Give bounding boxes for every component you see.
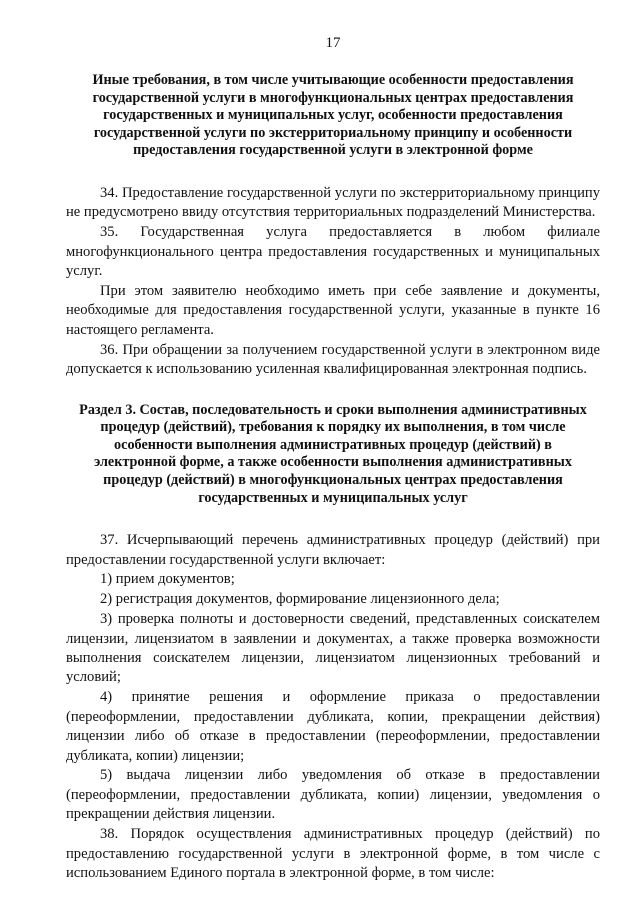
document-page [66,34,600,884]
section-heading-section-3: Раздел 3. Состав, последовательность и сроки выполнения административных процедур (действий), требования к порядку их выполнения, в том числе особенности выполнения административных процедур (действий) в электронной форме, а также особенности выполнения административных процедур (действий) в многофункциональных центрах предоставления государственных и муниципальных услуг [79,401,587,506]
paragraph-35-note: При этом заявителю необходимо иметь при себе заявление и документы, необходимые для предоставления государственной услуги, указанные в пункте 16 настоящего регламента. [66,283,600,338]
list-item-3: 3) проверка полноты и достоверности сведений, представленных соискателем лицензии, лицензиатом в заявлении и документах, а также проверка возможности выполнения соискателем лицензии, лицензиатом лицензионных требований и условий; [66,611,600,686]
paragraph-34: 34. Предоставление государственной услуги по экстерриториальному принципу не предусмотрено ввиду отсутствия территориальных подразделений Министерства. [66,184,600,221]
page-number: 17 [325,35,341,51]
list-item-1: 1) прием документов; [100,571,235,588]
paragraph-37: 37. Исчерпывающий перечень административных процедур (действий) при предоставлении государственной услуги включает: [66,532,600,568]
list-item-2: 2) регистрация документов, формирование лицензионного дела; [100,591,500,608]
list-item-5: 5) выдача лицензии либо уведомления об отказе в предоставлении (переоформлении, предоставлении дубликата, копии) лицензии, уведомления о прекращении действия лицензии. [66,767,600,823]
paragraph-35: 35. Государственная услуга предоставляется в любом филиале многофункционального центра предоставления государственных и муниципальных услуг. [66,224,600,280]
section-heading-other-requirements: Иные требования, в том числе учитывающие особенности предоставления государственной услуги в многофункциональных центрах предоставления государственных и муниципальных услуг, особенности предоставления государственной услуги по экстерриториальному принципу и особенности предоставления государственной услуги в электронной форме [92,72,574,159]
list-item-4: 4) принятие решения и оформление приказа о предоставлении (переоформлении, предоставлении дубликата, копии, прекращении действия) лицензии либо об отказе в предоставлении (переоформлении, предоставлении дубликата, копии) лицензии; [66,689,600,764]
paragraph-36: 36. При обращении за получением государственной услуги в электронном виде допускается к использованию усиленная квалифицированная электронная подпись. [66,341,600,378]
paragraph-38: 38. Порядок осуществления административных процедур (действий) по предоставлению государственной услуги в электронной форме, в том числе с использованием Единого портала в электронной форме, в том числе: [66,826,600,881]
